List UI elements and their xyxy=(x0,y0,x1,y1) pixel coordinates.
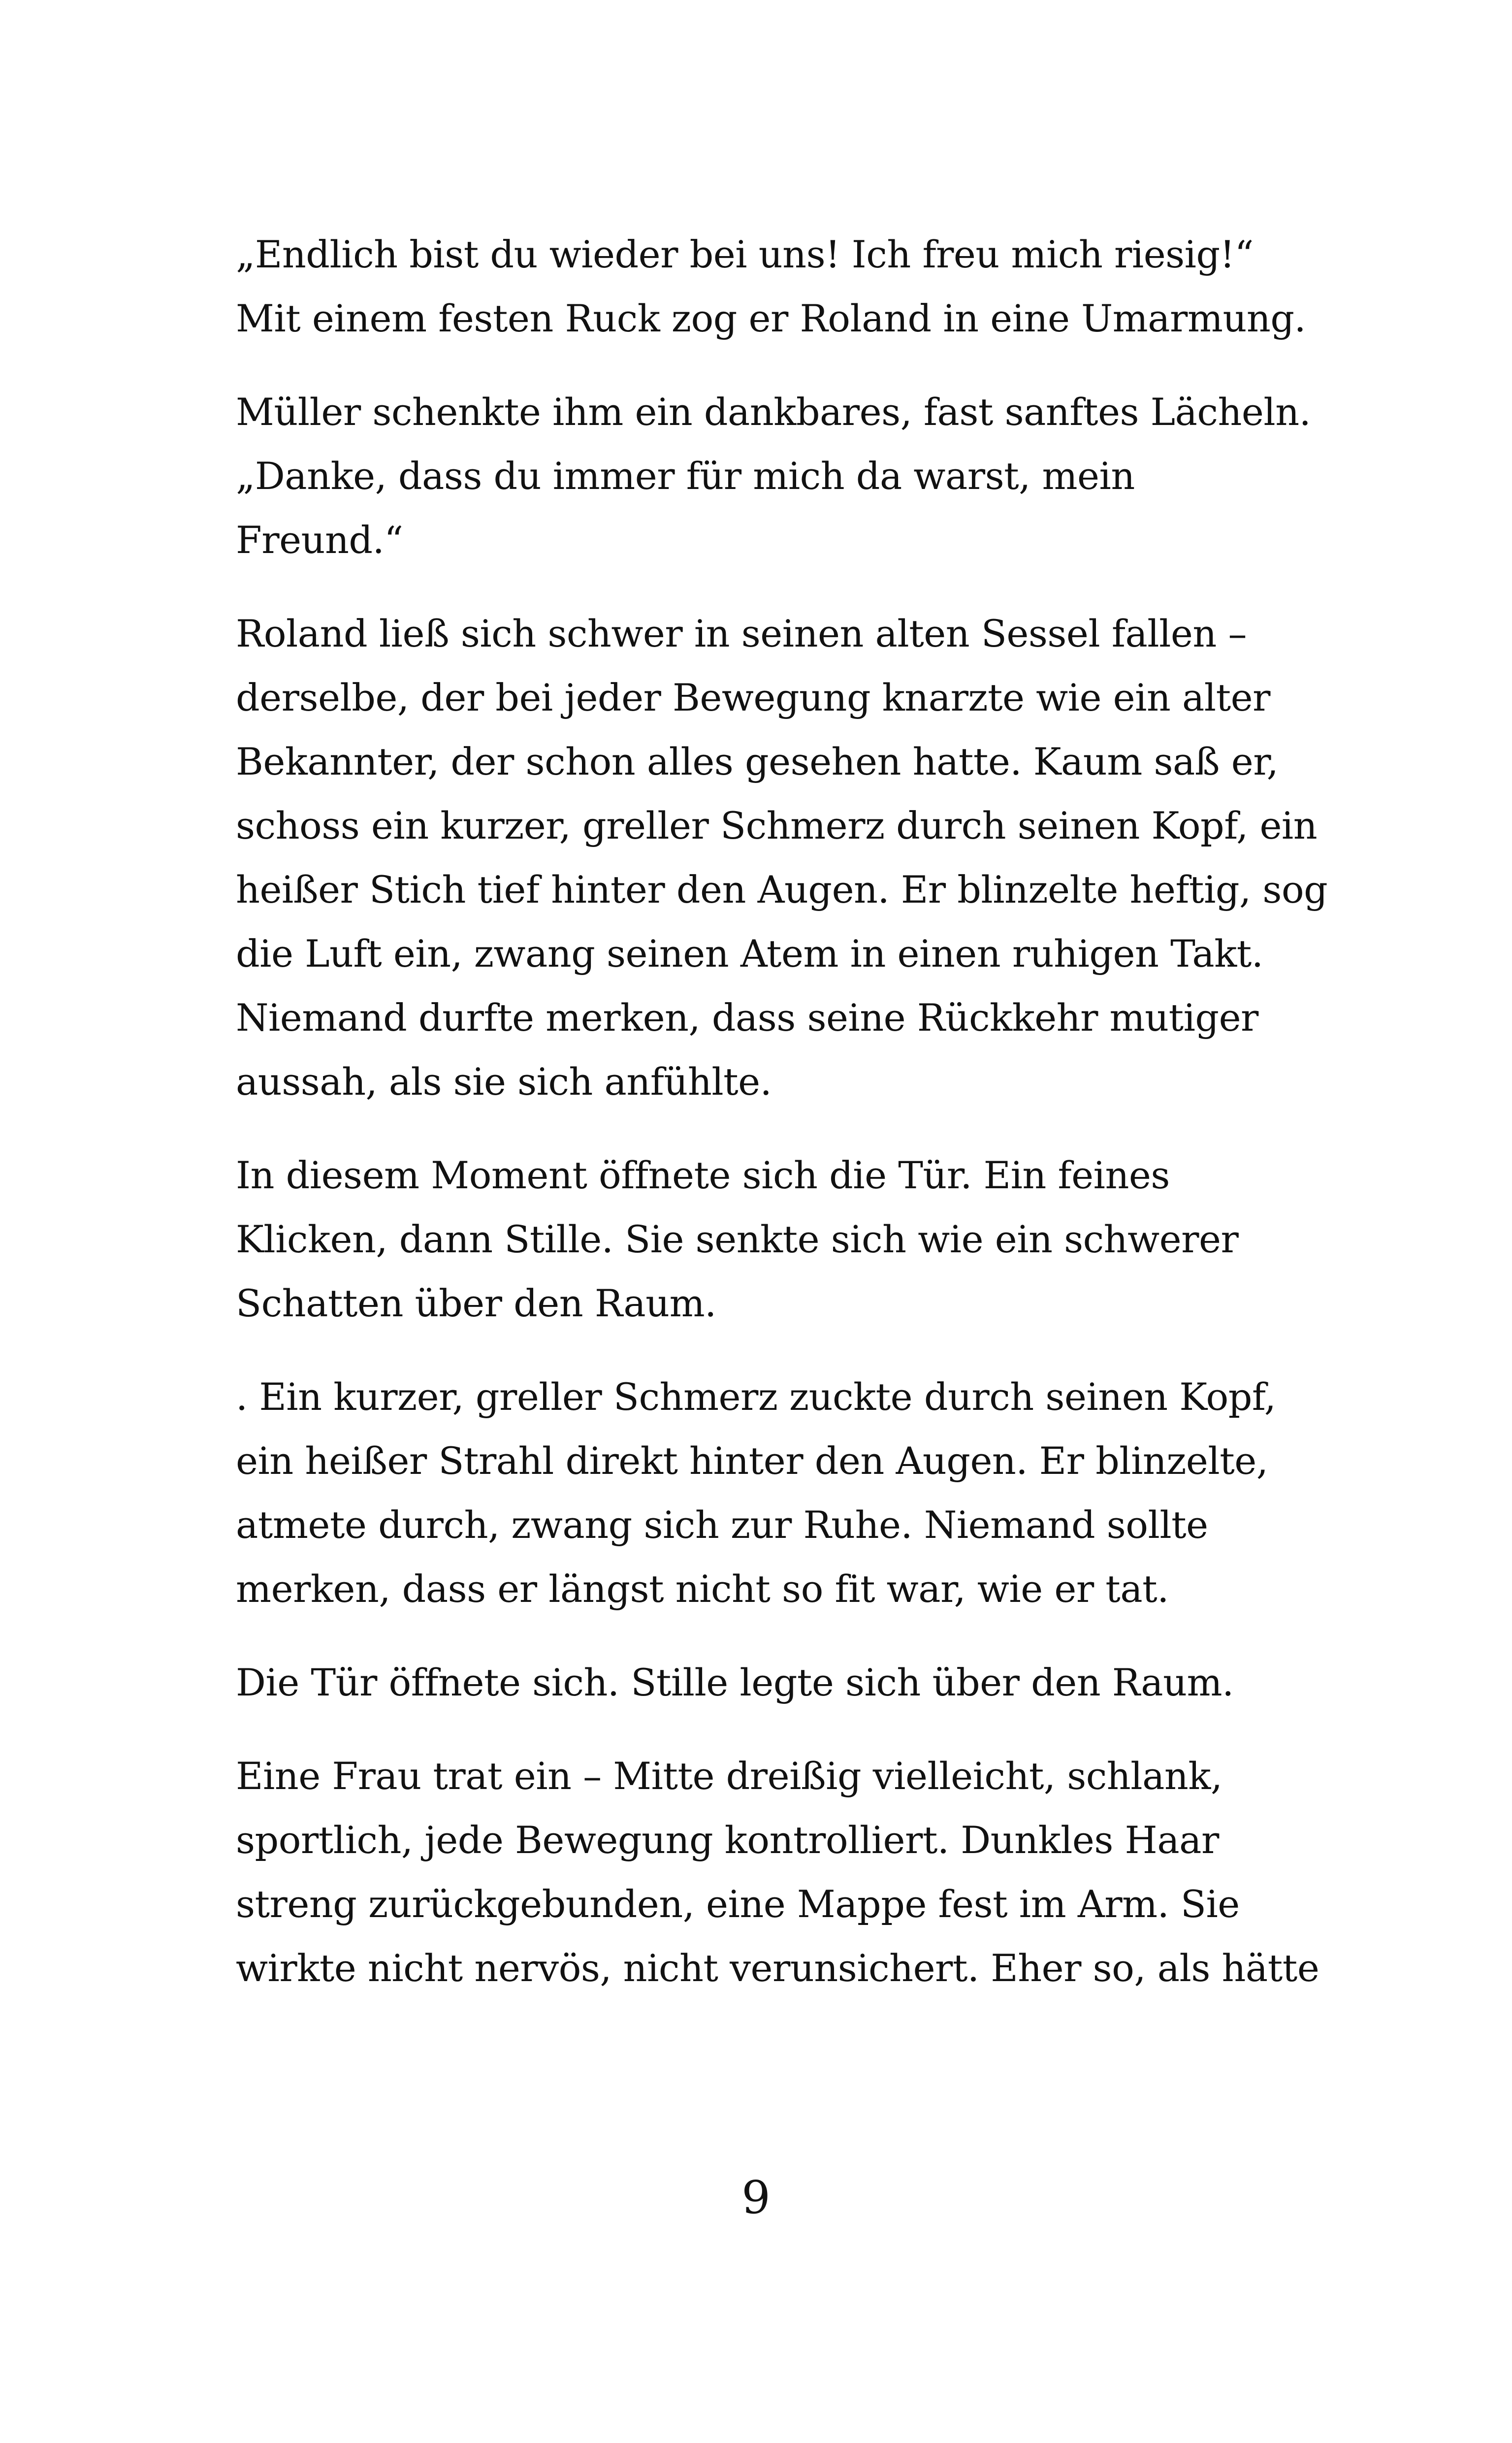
text-line: . Ein kurzer, greller Schmerz zuckte durch seinen Kopf, xyxy=(236,1375,1276,1419)
text-line: die Luft ein, zwang seinen Atem in einen ruhigen Takt. xyxy=(236,932,1263,976)
paragraph-6 xyxy=(236,1651,1309,1715)
text-line: aussah, als sie sich anfühlte. xyxy=(236,1060,772,1104)
paragraph-2 xyxy=(236,380,1309,572)
text-line: Die Tür öffnete sich. Stille legte sich über den Raum. xyxy=(236,1661,1234,1704)
text-line: „Endlich bist du wieder bei uns! Ich freu mich riesig!“ xyxy=(236,232,1254,276)
text-line: Roland ließ sich schwer in seinen alten Sessel fallen – xyxy=(236,612,1247,655)
text-line: Bekannter, der schon alles gesehen hatte. Kaum saß er, xyxy=(236,740,1279,783)
text-line: Klicken, dann Stille. Sie senkte sich wie ein schwerer xyxy=(236,1217,1239,1261)
text-line: derselbe, der bei jeder Bewegung knarzte wie ein alter xyxy=(236,676,1270,719)
paragraph-4 xyxy=(236,1143,1309,1336)
text-line: atmete durch, zwang sich zur Ruhe. Niemand sollte xyxy=(236,1503,1208,1547)
text-line: ein heißer Strahl direkt hinter den Augen. Er blinzelte, xyxy=(236,1439,1268,1483)
paragraph-7 xyxy=(236,1744,1319,2000)
text-line: Niemand durfte merken, dass seine Rückkehr mutiger xyxy=(236,996,1258,1040)
text-line: sportlich, jede Bewegung kontrolliert. Dunkles Haar xyxy=(236,1818,1219,1862)
text-line: „Danke, dass du immer für mich da warst, mein xyxy=(236,454,1135,498)
paragraph-5 xyxy=(236,1365,1309,1621)
text-line: schoss ein kurzer, greller Schmerz durch seinen Kopf, ein xyxy=(236,804,1318,847)
text-line: Müller schenkte ihm ein dankbares, fast sanftes Lächeln. xyxy=(236,390,1311,434)
text-line: In diesem Moment öffnete sich die Tür. Ein feines xyxy=(236,1153,1170,1197)
page-number: 9 xyxy=(741,2171,771,2224)
text-line: Mit einem festen Ruck zog er Roland in eine Umarmung. xyxy=(236,296,1306,340)
paragraph-1 xyxy=(236,223,1309,351)
text-line: heißer Stich tief hinter den Augen. Er blinzelte heftig, sog xyxy=(236,868,1328,912)
text-line: Eine Frau trat ein – Mitte dreißig vielleicht, schlank, xyxy=(236,1754,1222,1798)
text-line: Schatten über den Raum. xyxy=(236,1281,716,1325)
text-line: wirkte nicht nervös, nicht verunsichert. Eher so, als hätte xyxy=(236,1946,1319,1990)
text-line: Freund.“ xyxy=(236,518,403,562)
paragraph-3 xyxy=(236,602,1328,1114)
body-text xyxy=(236,223,1328,2030)
text-line: streng zurückgebunden, eine Mappe fest im Arm. Sie xyxy=(236,1882,1240,1926)
text-line: merken, dass er längst nicht so fit war, wie er tat. xyxy=(236,1567,1169,1611)
